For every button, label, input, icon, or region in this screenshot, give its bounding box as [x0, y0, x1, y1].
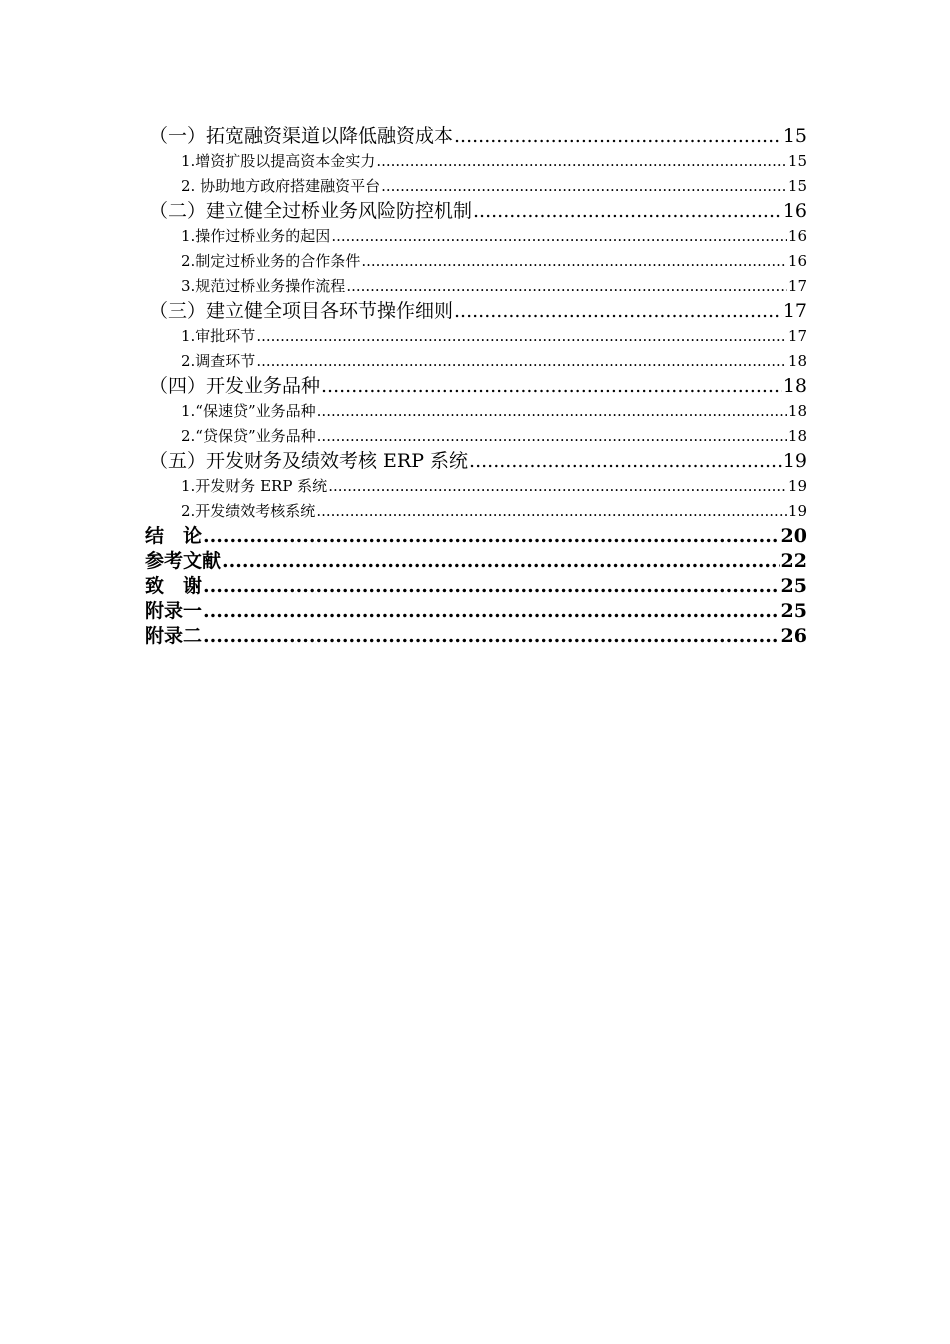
toc-page-number: 15 — [782, 125, 807, 147]
toc-entry-label: 2. 协助地方政府搭建融资平台 — [181, 177, 381, 195]
dot-leader — [256, 324, 787, 349]
toc-page-number: 15 — [787, 177, 807, 195]
toc-entry-label: 附录二 — [145, 625, 203, 647]
dot-leader — [469, 449, 782, 474]
toc-entry-item[interactable] — [145, 499, 807, 524]
toc-entry-item[interactable] — [145, 149, 807, 174]
toc-entry-label: （四）开发业务品种 — [149, 375, 321, 397]
toc-entry-item[interactable] — [145, 399, 807, 424]
toc-entry-item[interactable] — [145, 224, 807, 249]
table-of-contents — [145, 124, 807, 649]
toc-entry-item[interactable] — [145, 274, 807, 299]
toc-page-number: 18 — [782, 375, 807, 397]
toc-entry-label: 附录一 — [145, 600, 203, 622]
toc-page-number: 19 — [787, 502, 807, 520]
toc-page-number: 17 — [787, 277, 807, 295]
toc-entry-label: 2.调查环节 — [181, 352, 256, 370]
toc-entry-conclusion[interactable] — [145, 524, 807, 549]
toc-entry-label: 参考文献 — [145, 550, 222, 572]
toc-page-number: 16 — [782, 200, 807, 222]
toc-entry-item[interactable] — [145, 174, 807, 199]
toc-page-number: 17 — [782, 300, 807, 322]
toc-entry-label: 1.开发财务 ERP 系统 — [181, 477, 328, 495]
toc-entry-label: （三）建立健全项目各环节操作细则 — [149, 300, 454, 322]
toc-page-number: 17 — [787, 327, 807, 345]
toc-entry-section-1[interactable] — [145, 124, 807, 149]
dot-leader — [316, 499, 787, 524]
dot-leader — [317, 424, 787, 449]
dot-leader — [346, 274, 787, 299]
toc-page-number: 15 — [787, 152, 807, 170]
toc-entry-label: 1.操作过桥业务的起因 — [181, 227, 331, 245]
toc-entry-item[interactable] — [145, 424, 807, 449]
toc-entry-appendix-1[interactable] — [145, 599, 807, 624]
dot-leader — [473, 199, 782, 224]
toc-page-number: 19 — [787, 477, 807, 495]
toc-entry-section-4[interactable] — [145, 374, 807, 399]
toc-entry-section-3[interactable] — [145, 299, 807, 324]
dot-leader — [222, 549, 780, 574]
toc-entry-label: 2.制定过桥业务的合作条件 — [181, 252, 361, 270]
toc-entry-label: 结 论 — [145, 525, 203, 547]
toc-page-number: 25 — [780, 600, 807, 622]
toc-page-number: 19 — [782, 450, 807, 472]
dot-leader — [203, 574, 780, 599]
toc-page-number: 22 — [780, 550, 807, 572]
toc-entry-section-5[interactable] — [145, 449, 807, 474]
toc-page-number: 20 — [780, 525, 807, 547]
dot-leader — [203, 624, 780, 649]
dot-leader — [361, 249, 787, 274]
toc-entry-label: 2.“贷保贷”业务品种 — [181, 427, 316, 445]
toc-entry-item[interactable] — [145, 349, 807, 374]
dot-leader — [331, 224, 787, 249]
dot-leader — [328, 474, 787, 499]
toc-entry-label: （一）拓宽融资渠道以降低融资成本 — [149, 125, 454, 147]
toc-entry-references[interactable] — [145, 549, 807, 574]
toc-entry-label: （二）建立健全过桥业务风险防控机制 — [149, 200, 473, 222]
dot-leader — [376, 149, 787, 174]
toc-entry-item[interactable] — [145, 249, 807, 274]
toc-entry-acknowledgements[interactable] — [145, 574, 807, 599]
toc-entry-label: 致 谢 — [145, 575, 203, 597]
toc-page-number: 16 — [787, 227, 807, 245]
toc-entry-label: 1.增资扩股以提高资本金实力 — [181, 152, 376, 170]
dot-leader — [203, 524, 780, 549]
toc-page-number: 25 — [780, 575, 807, 597]
toc-entry-appendix-2[interactable] — [145, 624, 807, 649]
toc-entry-label: 1.“保速贷”业务品种 — [181, 402, 316, 420]
toc-page-number: 16 — [787, 252, 807, 270]
toc-entry-label: 2.开发绩效考核系统 — [181, 502, 316, 520]
dot-leader — [317, 399, 787, 424]
toc-page-number: 18 — [787, 427, 807, 445]
dot-leader — [321, 374, 782, 399]
toc-entry-label: （五）开发财务及绩效考核 ERP 系统 — [149, 450, 469, 472]
toc-page-number: 26 — [780, 625, 807, 647]
toc-entry-label: 3.规范过桥业务操作流程 — [181, 277, 346, 295]
toc-page-number: 18 — [787, 402, 807, 420]
dot-leader — [454, 124, 782, 149]
dot-leader — [203, 599, 780, 624]
toc-entry-item[interactable] — [145, 324, 807, 349]
dot-leader — [454, 299, 782, 324]
toc-page-number: 18 — [787, 352, 807, 370]
dot-leader — [381, 174, 787, 199]
toc-entry-section-2[interactable] — [145, 199, 807, 224]
dot-leader — [256, 349, 787, 374]
toc-entry-item[interactable] — [145, 474, 807, 499]
toc-entry-label: 1.审批环节 — [181, 327, 256, 345]
